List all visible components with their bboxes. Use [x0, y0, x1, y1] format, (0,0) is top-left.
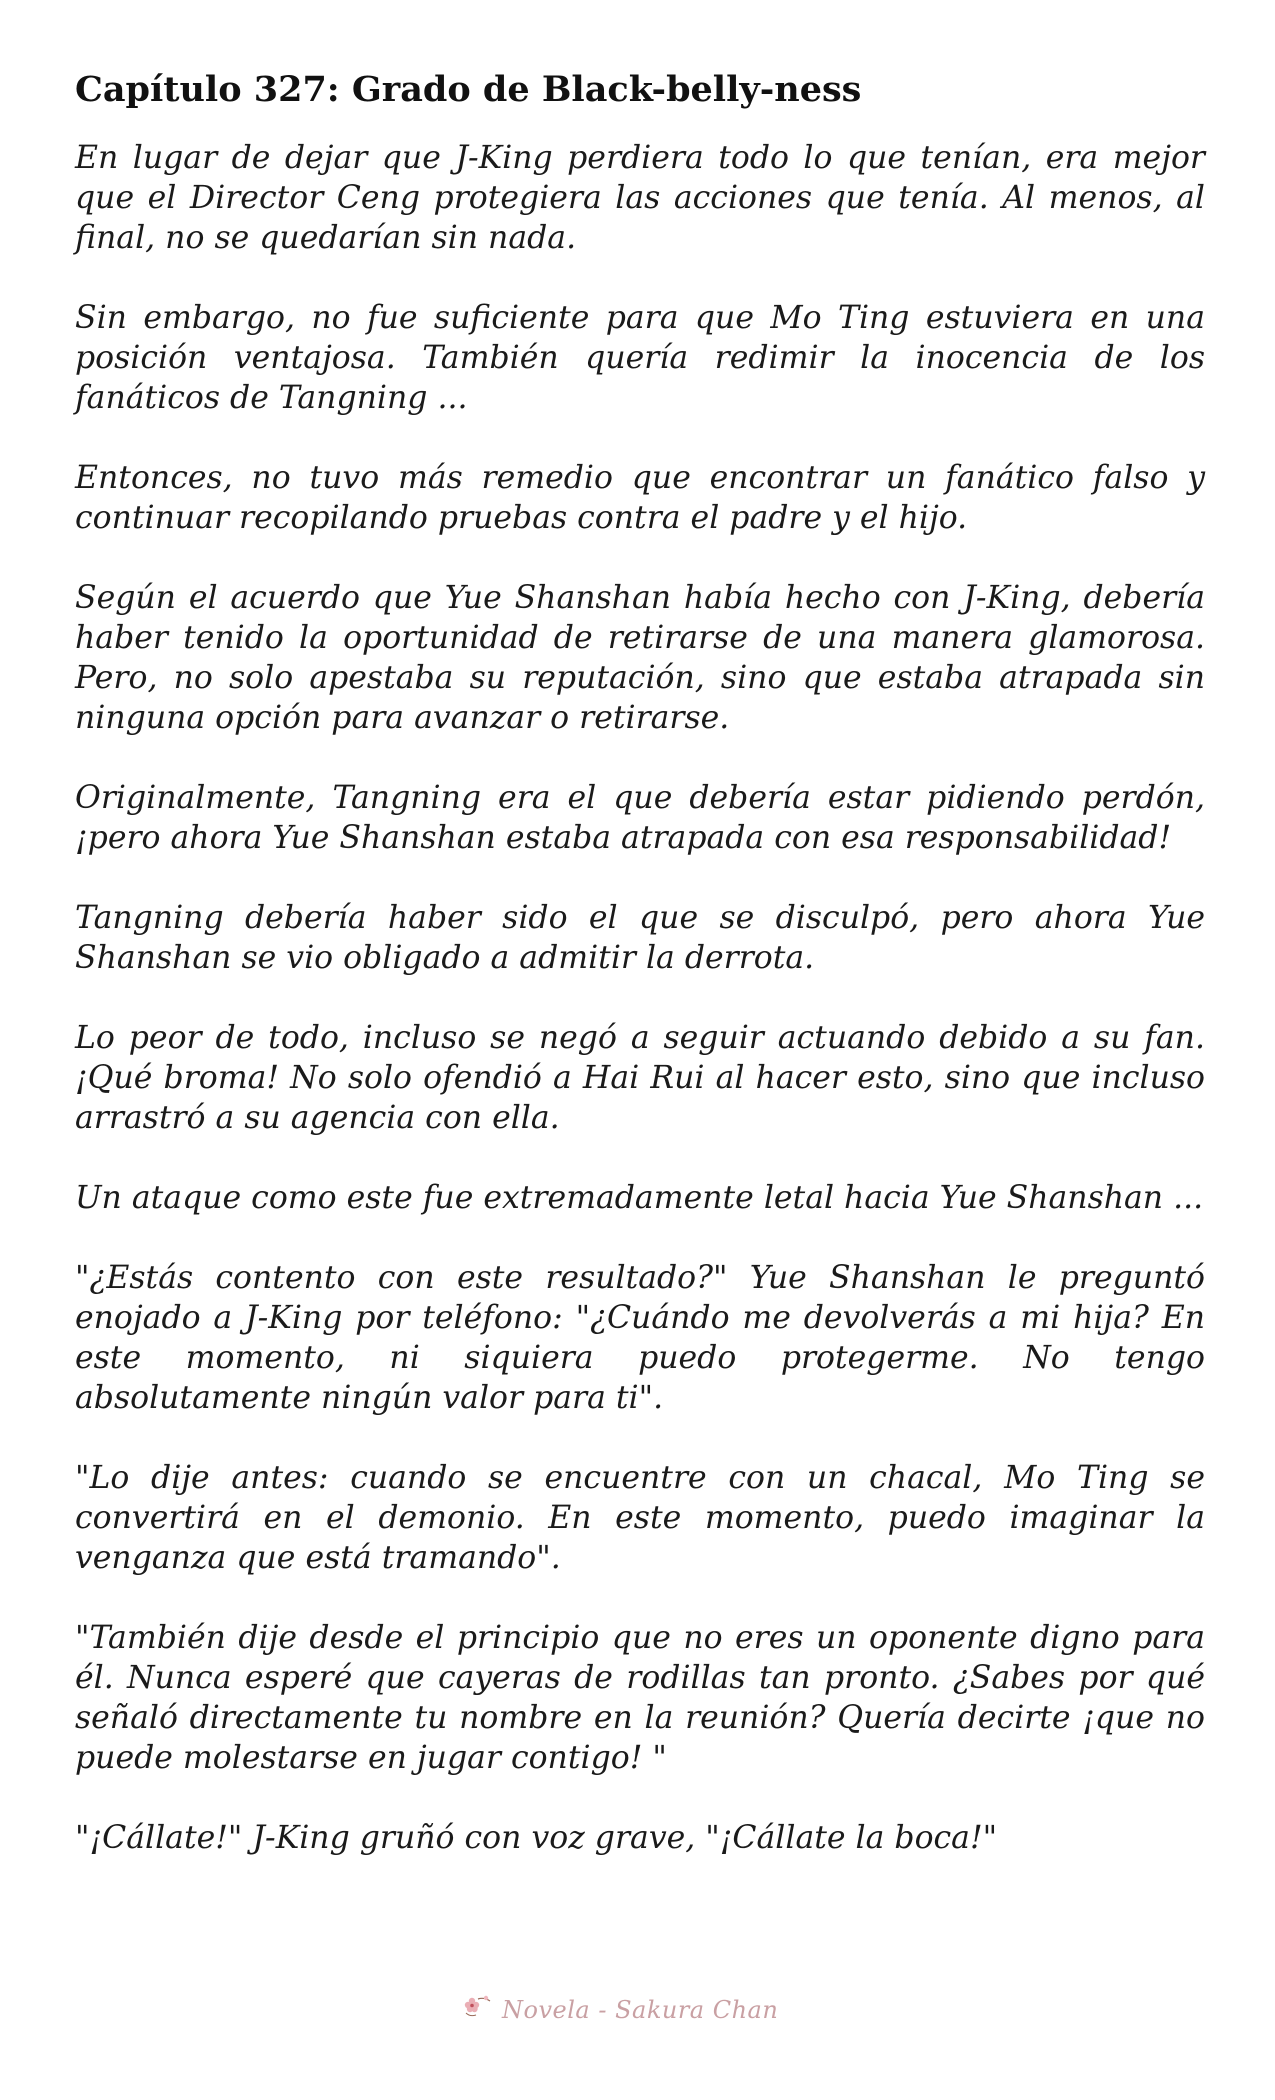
paragraph: Un ataque como este fue extremadamente letal hacia Yue Shanshan ...: [75, 1180, 1204, 1216]
watermark-text: Novela - Sakura Chan: [502, 1995, 779, 2024]
chapter-page: [75, 68, 1205, 1880]
cherry-blossom-icon: [460, 1993, 494, 2026]
paragraph: Sin embargo, no fue suficiente para que Mo Ting estuviera en una posición ventajosa. También quería redimir la inocencia de los fanáticos de Tangning ...: [75, 300, 1205, 416]
paragraph: Entonces, no tuvo más remedio que encontrar un fanático falso y continuar recopilando pruebas contra el padre y el hijo.: [75, 460, 1205, 536]
paragraph: "Lo dije antes: cuando se encuentre con un chacal, Mo Ting se convertirá en el demonio. En este momento, puedo imaginar la venganza que está tramando".: [75, 1460, 1205, 1576]
paragraph: "¿Estás contento con este resultado?" Yue Shanshan le preguntó enojado a J-King por teléfono: "¿Cuándo me devolverás a mi hija? En este momento, ni siquiera puedo protegerme. No tengo absolutamente ningún valor para ti".: [75, 1260, 1205, 1416]
paragraph: Lo peor de todo, incluso se negó a seguir actuando debido a su fan. ¡Qué broma! No solo ofendió a Hai Rui al hacer esto, sino que incluso arrastró a su agencia con ella.: [75, 1020, 1205, 1136]
paragraph: Tangning debería haber sido el que se disculpó, pero ahora Yue Shanshan se vio obligado a admitir la derrota.: [75, 900, 1205, 976]
paragraph: "También dije desde el principio que no eres un oponente digno para él. Nunca esperé que cayeras de rodillas tan pronto. ¿Sabes por qué señaló directamente tu nombre en la reunión? Quería decirte ¡que no puede molestarse en jugar contigo! ": [75, 1620, 1205, 1776]
paragraph: "¡Cállate!" J-King gruñó con voz grave, "¡Cállate la boca!": [75, 1820, 998, 1856]
paragraph: En lugar de dejar que J-King perdiera todo lo que tenían, era mejor que el Director Ceng protegiera las acciones que tenía. Al menos, al final, no se quedarían sin nada.: [75, 140, 1205, 256]
paragraph: Originalmente, Tangning era el que debería estar pidiendo perdón, ¡pero ahora Yue Shanshan estaba atrapada con esa responsabilidad!: [75, 780, 1205, 856]
chapter-title: Capítulo 327: Grado de Black-belly-ness: [75, 69, 862, 110]
watermark: [460, 1993, 778, 2026]
paragraph: Según el acuerdo que Yue Shanshan había hecho con J-King, debería haber tenido la oportunidad de retirarse de una manera glamorosa. Pero, no solo apestaba su reputación, sino que estaba atrapada sin ninguna opción para avanzar o retirarse.: [75, 580, 1205, 736]
